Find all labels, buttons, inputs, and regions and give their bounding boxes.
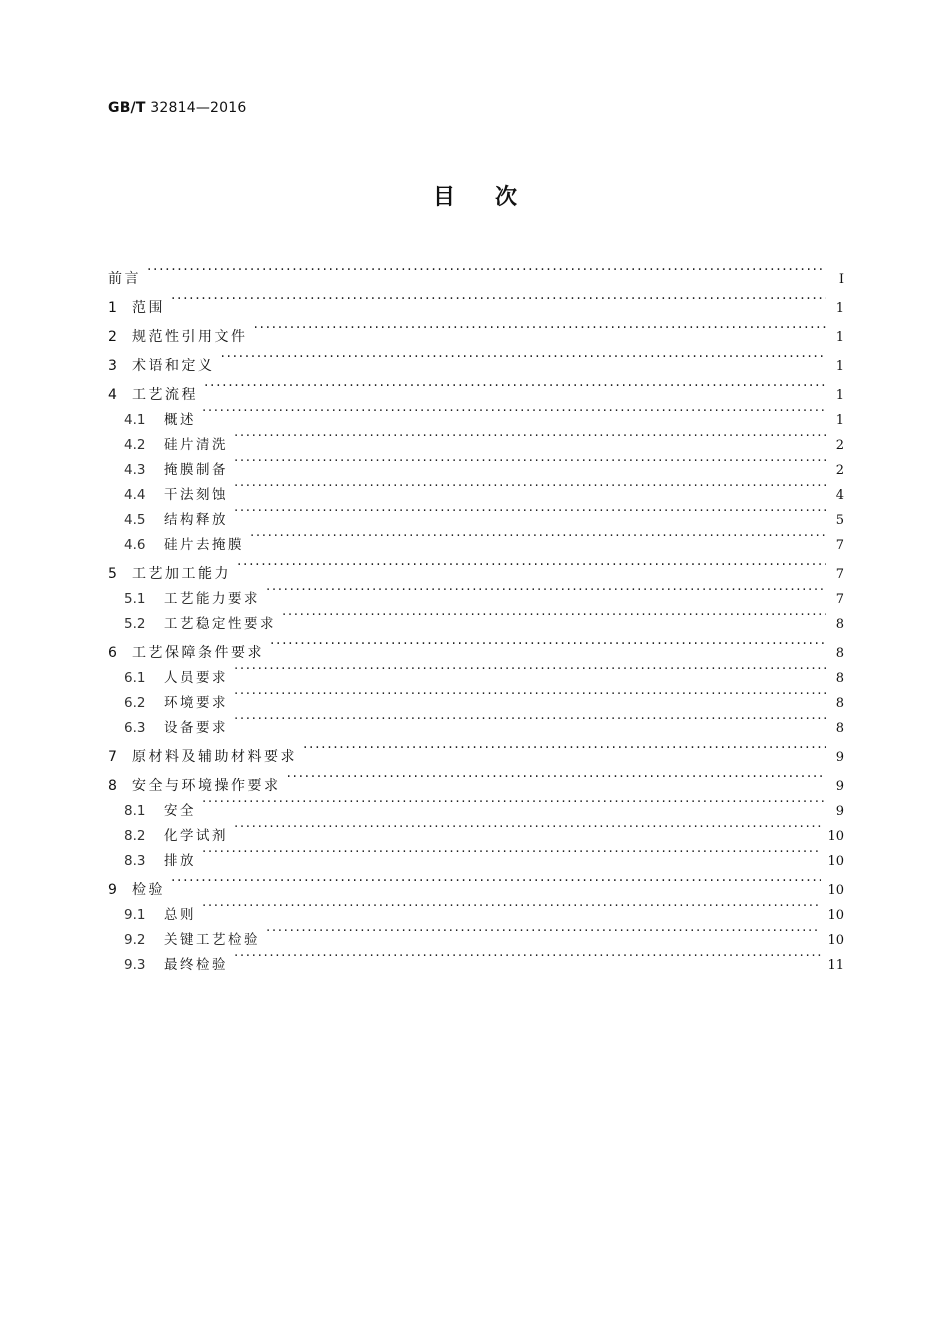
toc-entry-page: 7 [835, 592, 844, 607]
dot-leader [234, 424, 826, 449]
toc-entry-page: 2 [835, 438, 844, 453]
dot-leader [202, 399, 826, 424]
toc-entry-number: 6.2 [124, 695, 146, 711]
dot-leader [234, 499, 826, 524]
toc-entry-number: 4.2 [124, 437, 146, 453]
toc-entry[interactable] [108, 894, 844, 923]
toc-entry-label: 工艺稳定性要求 [164, 616, 276, 632]
toc-entry[interactable] [108, 869, 844, 898]
toc-entry-page: 9 [835, 804, 844, 819]
toc-entry-label: 最终检验 [164, 957, 228, 973]
toc-entry-page: 1 [835, 359, 844, 374]
toc-entry-number: 4.6 [124, 537, 146, 553]
toc-entry-label: 检验 [132, 882, 165, 898]
toc-entry-number: 3 [108, 358, 117, 374]
toc-entry-label: 安全 [164, 803, 196, 819]
toc-entry[interactable] [108, 840, 844, 869]
toc-entry[interactable] [108, 424, 844, 453]
toc-entry-number: 4.3 [124, 462, 146, 478]
toc-entry-label: 总则 [164, 907, 196, 923]
standard-prefix: GB/T [108, 100, 146, 116]
toc-entry-label: 干法刻蚀 [164, 487, 228, 503]
toc-entry-label: 化学试剂 [164, 828, 228, 844]
toc-entry-number: 9 [108, 882, 117, 898]
toc-entry-label: 原材料及辅助材料要求 [132, 749, 297, 765]
dot-leader [303, 736, 826, 761]
dot-leader [204, 374, 826, 399]
toc-entry-page: 11 [827, 958, 844, 973]
dot-leader [202, 894, 821, 919]
dot-leader [266, 578, 826, 603]
toc-entry-page: 2 [835, 463, 844, 478]
dot-leader [234, 944, 821, 969]
toc-entry[interactable] [108, 399, 844, 428]
toc-entry-number: 9.2 [124, 932, 146, 948]
toc-entry-page: 8 [835, 721, 844, 736]
dot-leader [234, 657, 826, 682]
dot-leader [282, 603, 826, 628]
dot-leader [254, 316, 827, 341]
toc-entry-page: 1 [835, 330, 844, 345]
toc-entry-label: 范围 [132, 300, 165, 316]
toc-entry[interactable] [108, 919, 844, 948]
toc-entry-page: 1 [835, 388, 844, 403]
dot-leader [287, 765, 827, 790]
toc-entry-number: 7 [108, 749, 117, 765]
toc-entry-page: 10 [827, 908, 844, 923]
toc-entry[interactable] [108, 790, 844, 819]
toc-entry-number: 8.3 [124, 853, 146, 869]
toc-entry-number: 4.5 [124, 512, 146, 528]
toc-entry-number: 9.3 [124, 957, 146, 973]
dot-leader [266, 919, 821, 944]
toc-entry-number: 5 [108, 566, 117, 582]
toc-entry-number: 6.1 [124, 670, 146, 686]
dot-leader [237, 553, 826, 578]
toc-entry-number: 9.1 [124, 907, 146, 923]
standard-code [108, 100, 246, 116]
dot-leader [234, 474, 826, 499]
dot-leader [202, 840, 821, 865]
toc-entry-page: Ⅰ [838, 272, 844, 287]
toc-entry-label: 人员要求 [164, 670, 228, 686]
toc-entry-number: 6.3 [124, 720, 146, 736]
dot-leader [221, 345, 827, 370]
toc-entry[interactable] [108, 258, 844, 287]
toc-entry-page: 10 [827, 933, 844, 948]
toc-entry-label: 安全与环境操作要求 [132, 778, 281, 794]
toc-entry-label: 工艺加工能力 [132, 566, 231, 582]
toc-entry-page: 8 [835, 617, 844, 632]
dot-leader [234, 682, 826, 707]
toc-entry-page: 9 [835, 779, 844, 794]
dot-leader [250, 524, 826, 549]
toc-entry-label: 工艺流程 [132, 387, 198, 403]
toc-entry-page: 5 [835, 513, 844, 528]
dot-leader [147, 258, 826, 283]
toc-entry-label: 规范性引用文件 [132, 329, 248, 345]
toc-entry-label: 结构释放 [164, 512, 228, 528]
toc-entry-page: 8 [835, 696, 844, 711]
toc-entry-label: 工艺能力要求 [164, 591, 260, 607]
toc-entry-page: 8 [835, 671, 844, 686]
toc-entry[interactable] [108, 815, 844, 844]
table-of-contents [108, 258, 844, 973]
dot-leader [270, 632, 826, 657]
toc-entry-page: 1 [835, 413, 844, 428]
toc-entry-number: 5.1 [124, 591, 146, 607]
page-title: 目次 [432, 185, 557, 210]
dot-leader [234, 449, 826, 474]
toc-entry[interactable] [108, 287, 844, 316]
dot-leader [171, 287, 826, 312]
toc-entry-label: 工艺保障条件要求 [132, 645, 264, 661]
toc-entry[interactable] [108, 374, 844, 403]
toc-entry-number: 6 [108, 645, 117, 661]
toc-entry-label: 硅片去掩膜 [164, 537, 244, 553]
toc-entry-page: 9 [835, 750, 844, 765]
toc-entry-page: 7 [835, 567, 844, 582]
toc-entry[interactable] [108, 316, 844, 345]
toc-entry-label: 术语和定义 [132, 358, 215, 374]
dot-leader [202, 790, 826, 815]
toc-entry-page: 7 [835, 538, 844, 553]
toc-entry-number: 4 [108, 387, 117, 403]
toc-entry-label: 硅片清洗 [164, 437, 228, 453]
toc-entry-label: 环境要求 [164, 695, 228, 711]
toc-entry-label: 排放 [164, 853, 196, 869]
toc-entry-label: 关键工艺检验 [164, 932, 260, 948]
toc-entry-number: 5.2 [124, 616, 146, 632]
toc-entry-page: 10 [827, 854, 844, 869]
toc-entry-number: 8.2 [124, 828, 146, 844]
toc-entry-label: 设备要求 [164, 720, 228, 736]
toc-entry-page: 4 [835, 488, 844, 503]
toc-entry-label: 概述 [164, 412, 196, 428]
toc-entry-page: 8 [835, 646, 844, 661]
toc-entry-number: 1 [108, 300, 117, 316]
toc-entry-page: 10 [827, 883, 844, 898]
toc-entry-page: 1 [835, 301, 844, 316]
toc-entry-number: 8 [108, 778, 117, 794]
dot-leader [234, 815, 821, 840]
toc-entry-number: 4.1 [124, 412, 146, 428]
toc-entry-label: 掩膜制备 [164, 462, 228, 478]
dot-leader [171, 869, 821, 894]
toc-entry-label: 前言 [108, 271, 141, 287]
toc-entry-number: 8.1 [124, 803, 146, 819]
toc-entry-page: 10 [827, 829, 844, 844]
toc-entry-number: 2 [108, 329, 117, 345]
dot-leader [234, 707, 826, 732]
toc-entry-number: 4.4 [124, 487, 146, 503]
standard-number: 32814—2016 [150, 100, 247, 116]
